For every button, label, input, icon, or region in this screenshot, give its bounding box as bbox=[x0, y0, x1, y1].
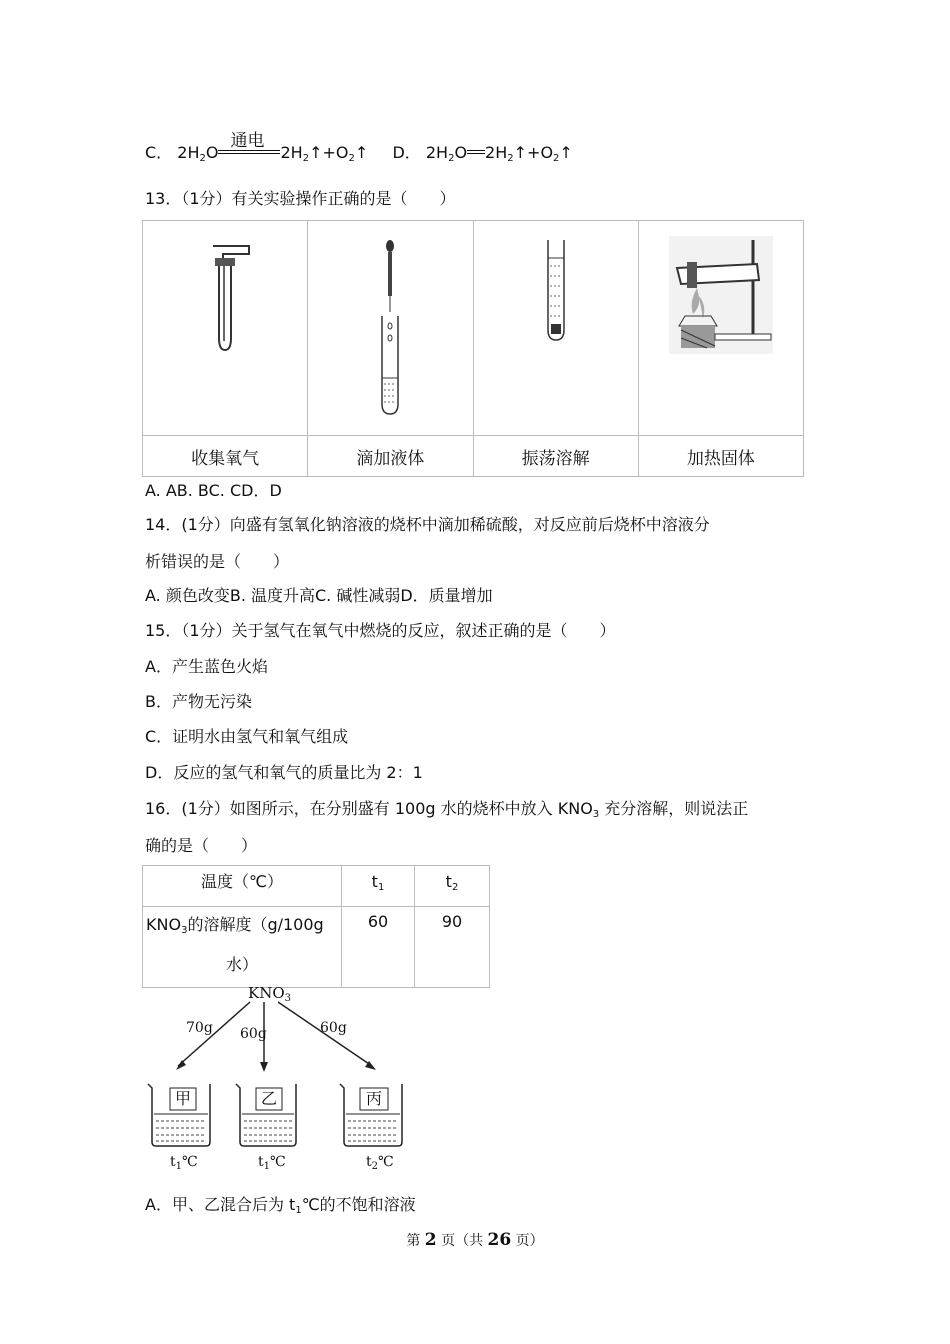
figure-amount-jia: 70g bbox=[186, 1020, 213, 1036]
beaker-temp-yi: $t_1℃$ bbox=[258, 1154, 286, 1172]
q16-stem-line1: 16．(1分）如图所示，在分别盛有 100g 水的烧杯中放入 $KNO_3$ 充分溶解，则说法正 bbox=[145, 799, 749, 820]
beaker-temp-bing: $t_2℃$ bbox=[366, 1154, 394, 1172]
q15-option-a: A．产生蓝色火焰 bbox=[145, 657, 268, 676]
q16-table-value-t1: 60 bbox=[342, 907, 415, 988]
q13-caption: 收集氧气 bbox=[143, 436, 308, 477]
beaker-temp-jia: $t_1℃$ bbox=[170, 1154, 198, 1172]
figure-amount-bing: 60g bbox=[320, 1020, 347, 1036]
q13-figure-shake-dissolve bbox=[473, 221, 638, 436]
q16-table-header-temp: 温度（℃） bbox=[143, 866, 342, 907]
q16-option-a: A．甲、乙混合后为 $t_1℃$的不饱和溶液 bbox=[145, 1195, 416, 1216]
q15-option-b: B．产物无污染 bbox=[145, 692, 252, 711]
q13-caption: 振荡溶解 bbox=[473, 436, 638, 477]
q13-caption: 滴加液体 bbox=[308, 436, 473, 477]
q13-caption: 加热固体 bbox=[638, 436, 803, 477]
q12-options-cd: C． $2H_2O$ 通电 $2H_2↑+O_2↑$ D． $2H_2O$ $2H_2↑+O_2↑$ bbox=[145, 131, 573, 164]
q15-stem: 15．（1分）关于氢气在氧气中燃烧的反应，叙述正确的是（ ） bbox=[145, 621, 616, 640]
q13-figure-drip-liquid bbox=[308, 221, 473, 436]
q13-experiment-table bbox=[142, 220, 804, 477]
equation-c: $2H_2O$ 通电 $2H_2↑+O_2↑$ bbox=[177, 131, 369, 164]
q16-table-value-t2: 90 bbox=[415, 907, 490, 988]
page-total: 26 bbox=[487, 1230, 512, 1250]
q16-beaker-figure bbox=[140, 984, 430, 1180]
electrolysis-arrow: 通电 bbox=[218, 144, 280, 158]
q16-table-header-t2: $t_2$ bbox=[415, 866, 490, 907]
q13-figure-heat-solid bbox=[638, 221, 803, 436]
q14-stem-line2: 析错误的是（ ） bbox=[145, 552, 290, 571]
beaker-label-jia: 甲 bbox=[174, 1089, 191, 1108]
figure-kno3-label: $KNO_3$ bbox=[248, 984, 292, 1004]
q14-stem-line1: 14．(1分）向盛有氢氧化钠溶液的烧杯中滴加稀硫酸，对反应前后烧杯中溶液分 bbox=[145, 515, 710, 534]
page-number: 2 bbox=[424, 1230, 437, 1250]
beaker-label-bing: 丙 bbox=[365, 1089, 382, 1108]
page-footer: 第 2 页（共 26 页） bbox=[406, 1230, 544, 1250]
q15-option-d: D．反应的氢气和氧气的质量比为 2：1 bbox=[145, 763, 423, 782]
q13-figure-collect-oxygen bbox=[143, 221, 308, 436]
beaker-label-yi: 乙 bbox=[260, 1089, 277, 1108]
q13-stem: 13．（1分）有关实验操作正确的是（ ） bbox=[145, 189, 456, 208]
q14-options: A. 颜色改变B. 温度升高C. 碱性减弱D．质量增加 bbox=[145, 586, 493, 605]
q16-solubility-table bbox=[142, 865, 490, 988]
q16-table-row-label: $KNO_3$的溶解度（g/100g 水） bbox=[143, 907, 342, 988]
q15-option-c: C．证明水由氢气和氧气组成 bbox=[145, 727, 349, 746]
q13-options: A. AB. BC. CD．D bbox=[145, 481, 282, 500]
equation-d: $2H_2O$ $2H_2↑+O_2↑$ bbox=[425, 143, 573, 164]
q16-stem-line2: 确的是（ ） bbox=[145, 836, 258, 855]
q16-table-header-t1: $t_1$ bbox=[342, 866, 415, 907]
figure-amount-yi: 60g bbox=[240, 1026, 267, 1042]
